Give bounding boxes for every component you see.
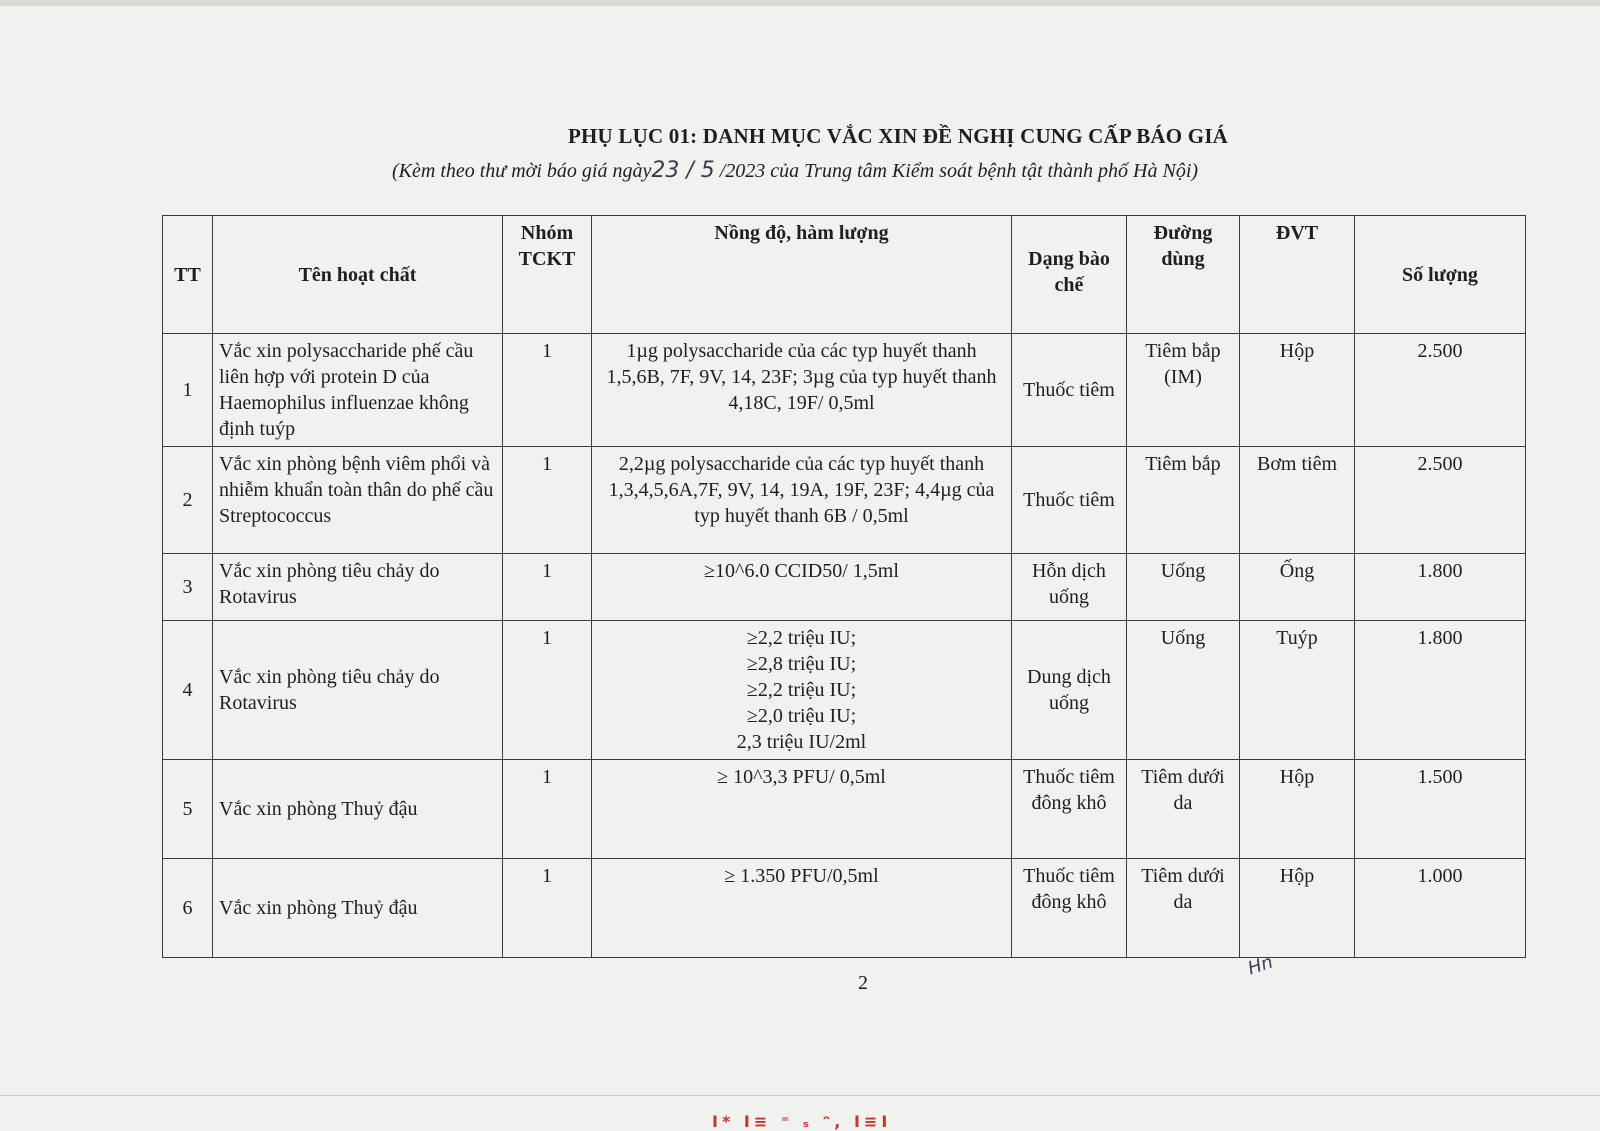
vaccine-table (162, 215, 1526, 958)
cell-unit: Tuýp (1240, 621, 1355, 760)
cell-concentration: 2,2µg polysaccharide của các typ huyết thanh 1,3,4,5,6A,7F, 9V, 14, 19A, 19F, 23F; 4,4µg của typ huyết thanh 6B / 0,5ml (592, 447, 1012, 554)
table-row (163, 447, 1526, 554)
cell-route: Tiêm bắp (1127, 447, 1240, 554)
document-title: PHỤ LỤC 01: DANH MỤC VẮC XIN ĐỀ NGHỊ CUNG CẤP BÁO GIÁ (568, 124, 1229, 148)
cell-form: Dung dịch uống (1012, 621, 1127, 760)
cell-unit: Hộp (1240, 859, 1355, 958)
cell-concentration: 1µg polysaccharide của các typ huyết thanh 1,5,6B, 7F, 9V, 14, 23F; 3µg của typ huyết thanh 4,18C, 19F/ 0,5ml (592, 334, 1012, 447)
table-row (163, 334, 1526, 447)
cell-unit: Ống (1240, 554, 1355, 621)
cell-form: Hỗn dịch uống (1012, 554, 1127, 621)
handwritten-initials: Hn (1245, 951, 1276, 980)
concentration-line: 2,3 triệu IU/2ml (736, 731, 867, 753)
concentration-line: ≥2,2 triệu IU; (746, 679, 857, 701)
cell-form: Thuốc tiêm đông khô (1012, 859, 1127, 958)
cell-name: Vắc xin phòng bệnh viêm phổi và nhiễm khuẩn toàn thân do phế cầu Streptococcus (213, 447, 503, 554)
document-subtitle (392, 158, 1552, 183)
cell-tt: 3 (163, 554, 213, 621)
handwritten-date: 23 / 5 (651, 158, 715, 183)
cell-unit: Hộp (1240, 760, 1355, 859)
cell-quantity: 2.500 (1355, 447, 1526, 554)
cell-quantity: 1.800 (1355, 621, 1526, 760)
header-quantity: Số lượng (1355, 216, 1526, 334)
cell-unit: Bơm tiêm (1240, 447, 1355, 554)
cell-group: 1 (503, 859, 592, 958)
header-route: Đường dùng (1127, 216, 1240, 334)
cell-concentration (592, 621, 1012, 760)
cell-concentration: ≥10^6.0 CCID50/ 1,5ml (592, 554, 1012, 621)
cell-form: Thuốc tiêm (1012, 334, 1127, 447)
header-unit: ĐVT (1240, 216, 1355, 334)
header-concentration: Nồng độ, hàm lượng (592, 216, 1012, 334)
cell-form: Thuốc tiêm đông khô (1012, 760, 1127, 859)
table-row (163, 621, 1526, 760)
table-row (163, 554, 1526, 621)
header-group: Nhóm TCKT (503, 216, 592, 334)
cell-unit: Hộp (1240, 334, 1355, 447)
cell-route: Tiêm dưới da (1127, 760, 1240, 859)
cell-name: Vắc xin polysaccharide phế cầu liên hợp với protein D của Haemophilus influenzae không định tuýp (213, 334, 503, 447)
bottom-stamp-mark: I* I≡ ⁼ ₛ ᵔ, I≡I (712, 1112, 892, 1131)
cell-group: 1 (503, 447, 592, 554)
cell-route: Uống (1127, 554, 1240, 621)
cell-route: Tiêm dưới da (1127, 859, 1240, 958)
cell-group: 1 (503, 621, 592, 760)
cell-group: 1 (503, 554, 592, 621)
concentration-line: ≥2,2 triệu IU; (746, 627, 857, 649)
cell-quantity: 1.500 (1355, 760, 1526, 859)
cell-quantity: 1.800 (1355, 554, 1526, 621)
concentration-line: ≥2,0 triệu IU; (746, 705, 857, 727)
cell-tt: 4 (163, 621, 213, 760)
cell-form: Thuốc tiêm (1012, 447, 1127, 554)
cell-quantity: 2.500 (1355, 334, 1526, 447)
header-name: Tên hoạt chất (213, 216, 503, 334)
cell-name: Vắc xin phòng Thuỷ đậu (213, 760, 503, 859)
concentration-line: ≥2,8 triệu IU; (746, 653, 857, 675)
header-tt: TT (163, 216, 213, 334)
cell-group: 1 (503, 760, 592, 859)
cell-tt: 5 (163, 760, 213, 859)
page-top-edge (0, 0, 1600, 6)
cell-route: Uống (1127, 621, 1240, 760)
cell-quantity: 1.000 (1355, 859, 1526, 958)
cell-tt: 2 (163, 447, 213, 554)
subtitle-text-before: (Kèm theo thư mời báo giá ngày (392, 160, 652, 182)
subtitle-text-after: /2023 của Trung tâm Kiểm soát bệnh tật thành phố Hà Nội) (714, 160, 1199, 182)
cell-tt: 1 (163, 334, 213, 447)
table-row (163, 859, 1526, 958)
cell-tt: 6 (163, 859, 213, 958)
cell-route: Tiêm bắp (IM) (1127, 334, 1240, 447)
table-row (163, 760, 1526, 859)
table-header-row (163, 216, 1526, 334)
cell-name: Vắc xin phòng tiêu chảy do Rotavirus (213, 554, 503, 621)
bottom-divider (0, 1095, 1600, 1096)
cell-concentration: ≥ 10^3,3 PFU/ 0,5ml (592, 760, 1012, 859)
page-number: 2 (858, 972, 868, 994)
cell-name: Vắc xin phòng Thuỷ đậu (213, 859, 503, 958)
cell-concentration: ≥ 1.350 PFU/0,5ml (592, 859, 1012, 958)
header-form: Dạng bào chế (1012, 216, 1127, 334)
cell-group: 1 (503, 334, 592, 447)
cell-name: Vắc xin phòng tiêu chảy do Rotavirus (213, 621, 503, 760)
